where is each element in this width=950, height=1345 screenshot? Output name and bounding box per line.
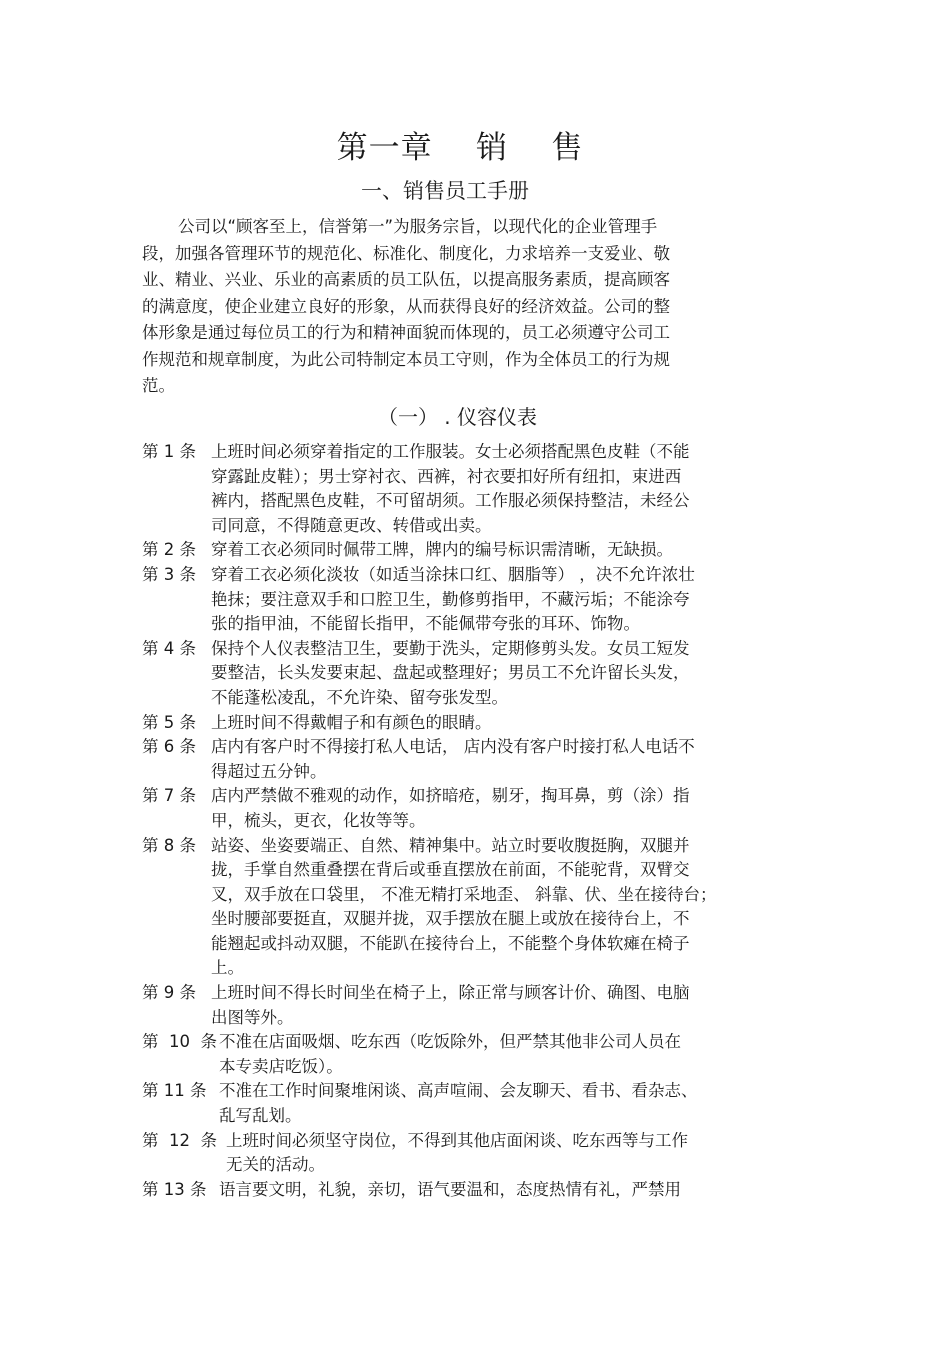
subsection-title: （一） . 仪容仪表 <box>377 405 538 429</box>
section-title: 一、销售员工手册 <box>361 179 529 203</box>
article-line: 能翘起或抖动双腿，不能趴在接待台上，不能整个身体软瘫在椅子 <box>211 933 690 953</box>
article-line: 本专卖店吃饭）。 <box>219 1056 343 1076</box>
article-label: 第 13 条 <box>142 1179 207 1199</box>
article-7 <box>142 784 762 833</box>
article-line: 保持个人仪表整洁卫生，要勤于洗头，定期修剪头发。女员工短发 <box>211 638 690 658</box>
article-line: 不准在工作时间聚堆闲谈、高声喧闹、会友聊天、看书、看杂志、 <box>219 1081 698 1101</box>
article-body <box>142 784 762 833</box>
article-line: 上班时间必须坚守岗位，不得到其他店面闲谈、吃东西等与工作 <box>226 1130 688 1150</box>
article-line: 张的指甲油，不能留长指甲，不能佩带夸张的耳环、饰物。 <box>211 614 640 634</box>
article-line: 司同意，不得随意更改、转借或出卖。 <box>211 515 492 535</box>
article-label: 第 2 条 <box>142 540 196 560</box>
intro-line: 作规范和规章制度，为此公司特制定本员工守则，作为全体员工的行为规 <box>142 349 670 369</box>
article-9 <box>142 981 762 1030</box>
article-line: 艳抹；要注意双手和口腔卫生，勤修剪指甲，不藏污垢；不能涂夸 <box>211 589 690 609</box>
article-body <box>142 1030 762 1079</box>
article-body <box>142 1079 762 1128</box>
article-body <box>142 711 762 736</box>
article-body <box>142 538 762 563</box>
article-5 <box>142 711 762 736</box>
article-body <box>142 563 762 637</box>
article-line: 无关的活动。 <box>226 1155 325 1175</box>
intro-line: 业、精业、兴业、乐业的高素质的员工队伍，以提高服务素质，提高顾客 <box>142 270 670 289</box>
article-line: 叉，双手放在口袋里， 不准无精打采地歪、 斜靠、伏、坐在接待台； <box>211 884 717 904</box>
article-line: 上班时间不得长时间坐在椅子上，除正常与顾客计价、确图、电脑 <box>211 983 690 1003</box>
article-line: 要整洁，长头发要束起、盘起或整理好；男员工不允许留长头发， <box>211 663 690 683</box>
intro-line: 段，加强各管理环节的规范化、标准化、制度化，力求培养一支爱业、敬 <box>142 243 670 263</box>
article-line: 店内严禁做不雅观的动作，如挤暗疮，剔牙，掏耳鼻，剪（涂）指 <box>211 786 690 806</box>
article-label: 第 12 条 <box>142 1130 217 1150</box>
article-line: 拢，手掌自然重叠摆在背后或垂直摆放在前面，不能驼背，双臂交 <box>211 860 690 880</box>
article-line: 上班时间不得戴帽子和有颜色的眼睛。 <box>211 712 492 732</box>
article-12 <box>142 1129 762 1178</box>
intro-line: 范。 <box>142 376 175 395</box>
article-line: 出图等外。 <box>211 1007 294 1027</box>
article-8 <box>142 834 762 982</box>
article-label: 第 8 条 <box>142 835 196 855</box>
intro-line: 体形象是通过每位员工的行为和精神面貌而体现的，员工必须遵守公司工 <box>142 323 670 342</box>
article-label: 第 10 条 <box>142 1032 217 1052</box>
article-line: 乱写乱划。 <box>219 1106 302 1126</box>
article-line: 店内有客户时不得接打私人电话， 店内没有客户时接打私人电话不 <box>211 737 695 757</box>
article-line: 裤内，搭配黑色皮鞋，不可留胡须。工作服必须保持整洁，未经公 <box>211 491 690 511</box>
article-line: 不准在店面吸烟、吃东西（吃饭除外，但严禁其他非公司人员在 <box>219 1032 681 1052</box>
article-line: 穿着工衣必须化淡妆（如适当涂抹口红、胭脂等） ，决不允许浓壮 <box>211 564 695 584</box>
article-line: 站姿、坐姿要端正、自然、精神集中。站立时要收腹挺胸，双腿并 <box>211 835 690 855</box>
article-line: 语言要文明，礼貌，亲切，语气要温和，态度热情有礼，严禁用 <box>219 1179 681 1199</box>
article-13 <box>142 1178 762 1203</box>
article-label: 第 6 条 <box>142 737 196 757</box>
article-line: 得超过五分钟。 <box>211 761 327 781</box>
intro-line: 的满意度，使企业建立良好的形象，从而获得良好的经济效益。公司的整 <box>142 296 670 316</box>
article-1 <box>142 440 762 538</box>
article-6 <box>142 735 762 784</box>
article-body <box>142 735 762 784</box>
article-3 <box>142 563 762 637</box>
article-body <box>142 637 762 711</box>
intro-paragraph <box>142 214 732 400</box>
article-line: 上班时间必须穿着指定的工作服装。女士必须搭配黑色皮鞋（不能 <box>211 442 690 461</box>
article-label: 第 1 条 <box>142 442 196 461</box>
article-line: 不能蓬松凌乱，不允许染、留夸张发型。 <box>211 687 508 707</box>
article-body <box>142 1129 762 1178</box>
chapter-title: 第一章 销 售 <box>336 130 584 166</box>
article-line: 穿着工衣必须同时佩带工牌，牌内的编号标识需清晰，无缺损。 <box>211 540 673 560</box>
article-label: 第 9 条 <box>142 983 196 1003</box>
article-label: 第 5 条 <box>142 712 196 732</box>
article-2 <box>142 538 762 563</box>
article-label: 第 7 条 <box>142 786 196 806</box>
article-list <box>142 440 762 1202</box>
article-line: 甲，梳头，更衣，化妆等等。 <box>211 810 426 830</box>
article-body <box>142 1178 762 1203</box>
article-11 <box>142 1079 762 1128</box>
article-body <box>142 440 762 538</box>
article-body <box>142 834 762 982</box>
article-line: 穿露趾皮鞋）；男士穿衬衣、西裤，衬衣要扣好所有纽扣，束进西 <box>211 466 682 486</box>
intro-line: 公司以“顾客至上，信誉第一”为服务宗旨，以现代化的企业管理手 <box>178 217 658 236</box>
article-label: 第 4 条 <box>142 638 196 658</box>
article-4 <box>142 637 762 711</box>
article-10 <box>142 1030 762 1079</box>
article-line: 坐时腰部要挺直，双腿并拢，双手摆放在腿上或放在接待台上，不 <box>211 909 690 929</box>
article-label: 第 3 条 <box>142 564 196 584</box>
article-line: 上。 <box>211 958 244 978</box>
article-body <box>142 981 762 1030</box>
article-label: 第 11 条 <box>142 1081 207 1101</box>
